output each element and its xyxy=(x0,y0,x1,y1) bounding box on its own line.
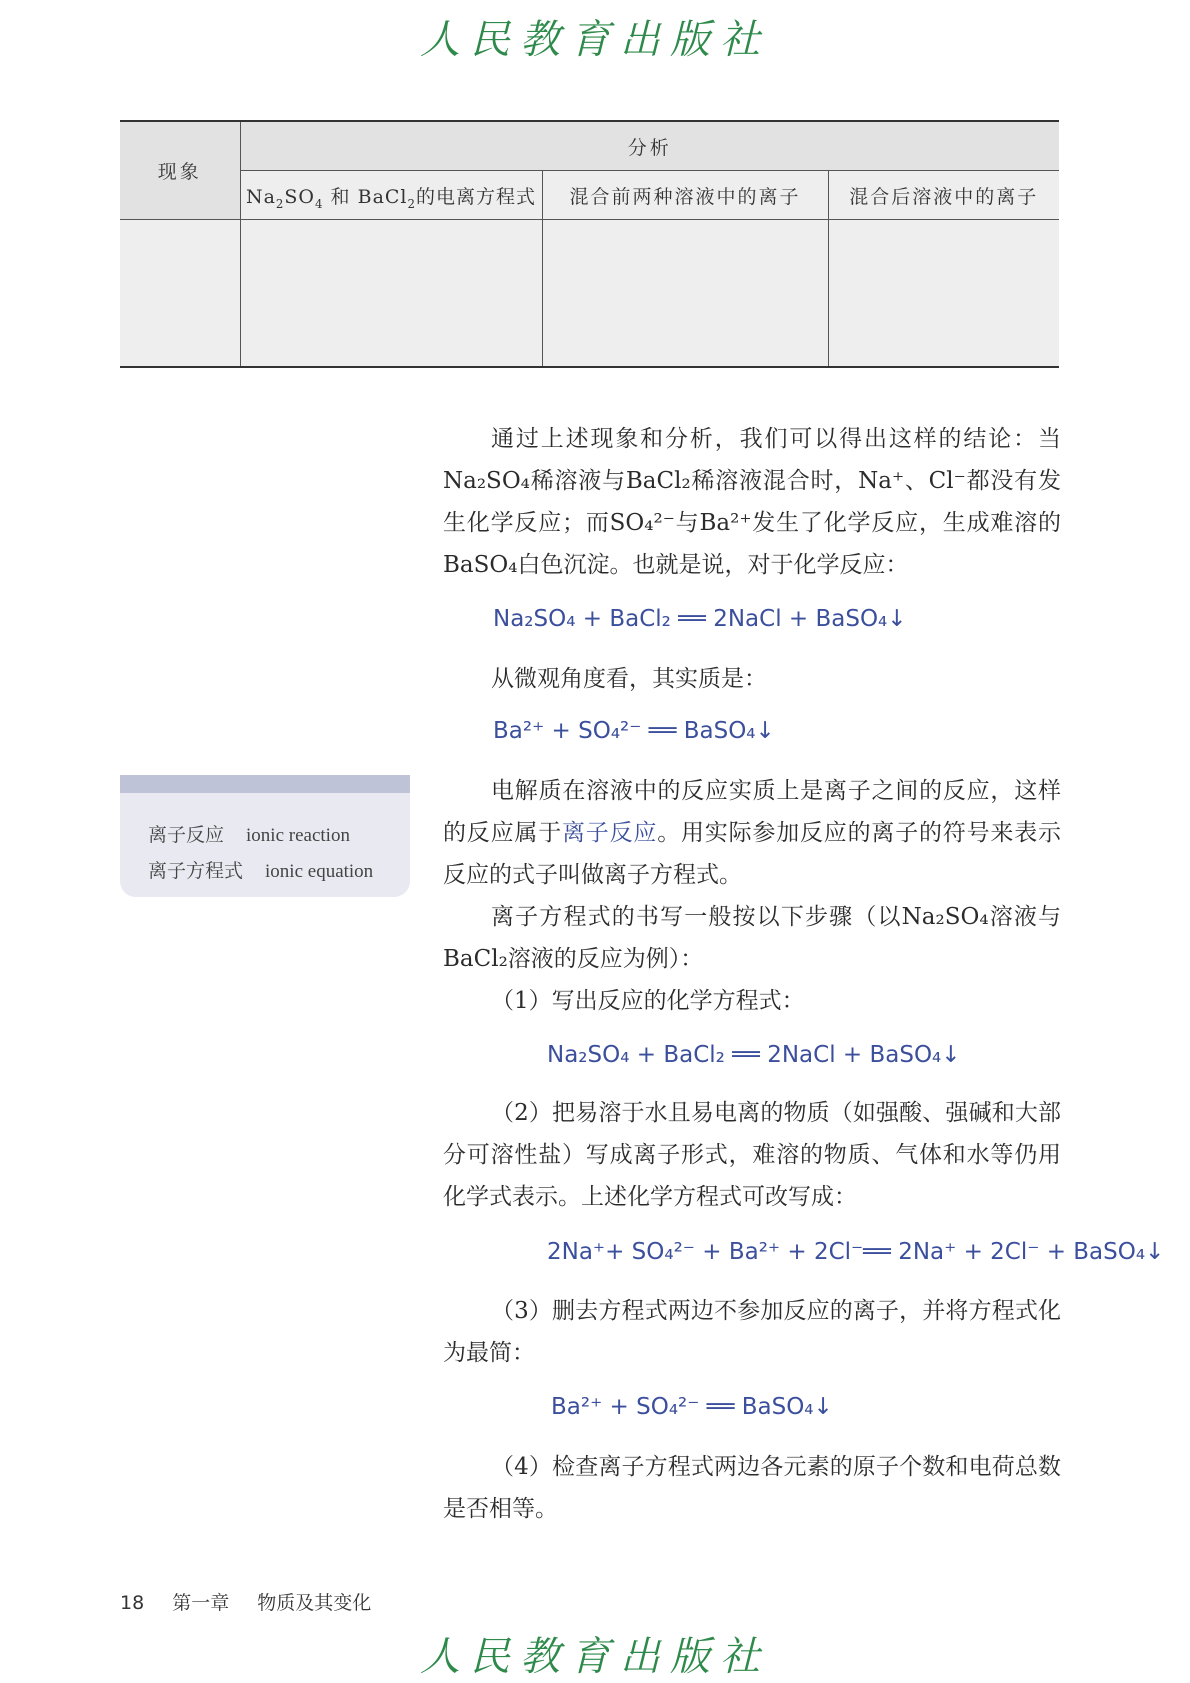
paragraph-ionic-reaction: 电解质在溶液中的反应实质上是离子之间的反应，这样的反应属于离子反应。用实际参加反应的离子的符号来表示反应的式子叫做离子方程式。 xyxy=(443,778,1062,888)
publisher-logo-bottom: 人民教育出版社 xyxy=(420,1634,770,1680)
page-footer xyxy=(120,1588,393,1615)
table-cell-empty xyxy=(240,220,542,368)
table-header-phenomenon: 现象 xyxy=(120,121,240,220)
page-number: 18 xyxy=(120,1592,145,1614)
glossary-bar xyxy=(120,775,410,793)
step-4: （4）检查离子方程式两边各元素的原子个数和电荷总数是否相等。 xyxy=(443,1454,1061,1522)
equation-net-ionic: Ba²⁺ + SO₄²⁻ ══ BaSO₄↓ xyxy=(493,718,775,744)
equation-molecular: Na₂SO₄ + BaCl₂ ══ 2NaCl + BaSO₄↓ xyxy=(493,606,907,632)
glossary-item: 离子反应 ionic reaction xyxy=(148,824,350,846)
table-cell-empty xyxy=(828,220,1059,368)
paragraph-microscopic: 从微观角度看，其实质是： xyxy=(491,666,767,692)
equation-step1: Na₂SO₄ + BaCl₂ ══ 2NaCl + BaSO₄↓ xyxy=(547,1042,961,1068)
chapter-title: 物质及其变化 xyxy=(257,1592,372,1614)
glossary-box xyxy=(120,775,410,897)
step-3: （3）删去方程式两边不参加反应的离子，并将方程式化为最简： xyxy=(443,1298,1061,1366)
table-header-analysis: 分析 xyxy=(240,121,1059,171)
publisher-logo-top: 人民教育出版社 xyxy=(420,17,770,63)
equation-step2: 2Na⁺+ SO₄²⁻ + Ba²⁺ + 2Cl⁻══ 2Na⁺ + 2Cl⁻ + BaSO₄↓ xyxy=(547,1239,1165,1265)
glossary-item: 离子方程式 ionic equation xyxy=(148,860,374,882)
chapter-label: 第一章 xyxy=(172,1592,230,1614)
analysis-table xyxy=(120,120,1059,368)
keyword-ionic-reaction: 离子反应 xyxy=(562,820,658,846)
paragraph-conclusion: 通过上述现象和分析，我们可以得出这样的结论：当Na₂SO₄稀溶液与BaCl₂稀溶液混合时，Na⁺、Cl⁻都没有发生化学反应；而SO₄²⁻与Ba²⁺发生了化学反应，生成难溶的BaSO₄白色沉淀。也就是说，对于化学反应： xyxy=(443,426,1061,578)
paragraph-steps-intro: 离子方程式的书写一般按以下步骤（以Na₂SO₄溶液与BaCl₂溶液的反应为例）： xyxy=(443,904,1061,972)
equation-step3: Ba²⁺ + SO₄²⁻ ══ BaSO₄↓ xyxy=(551,1394,833,1420)
step-2: （2）把易溶于水且易电离的物质（如强酸、强碱和大部分可溶性盐）写成离子形式，难溶的物质、气体和水等仍用化学式表示。上述化学方程式可改写成： xyxy=(443,1100,1061,1210)
table-subheader-equation: $Na_2SO_4$ 和 BaCl$_2$的电离方程式 xyxy=(240,171,542,220)
table-cell-empty xyxy=(542,220,828,368)
table-cell-empty xyxy=(120,220,240,368)
table-subheader-ions-before: 混合前两种溶液中的离子 xyxy=(542,171,828,220)
table-subheader-ions-after: 混合后溶液中的离子 xyxy=(828,171,1059,220)
step-1: （1）写出反应的化学方程式： xyxy=(491,988,805,1014)
